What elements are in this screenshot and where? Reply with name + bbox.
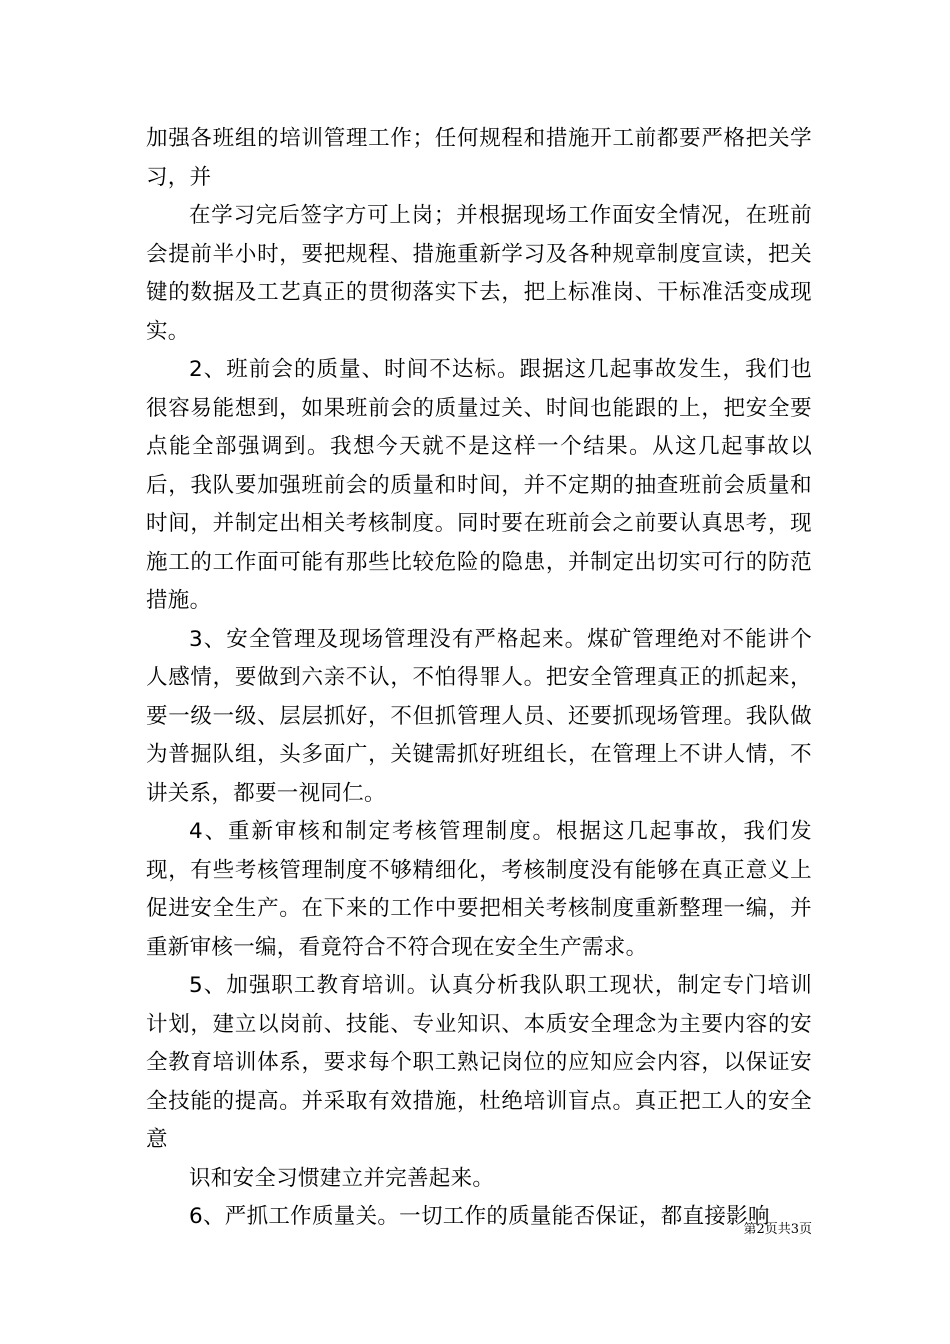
- paragraph-6: 5、加强职工教育培训。认真分析我队职工现状，制定专门培训计划，建立以岗前、技能、专业知识、本质安全理念为主要内容的安全教育培训体系，要求每个职工熟记岗位的应知应会内容，以保证安全技能的提高。并采取有效措施，杜绝培训盲点。真正把工人的安全意: [146, 973, 812, 1152]
- paragraph-4: 3、安全管理及现场管理没有严格起来。煤矿管理绝对不能讲个人感情，要做到六亲不认，不怕得罪人。把安全管理真正的抓起来，要一级一级、层层抓好，不但抓管理人员、还要抓现场管理。我队做为普掘队组，头多面广，关键需抓好班组长，在管理上不讲人情，不讲关系，都要一视同仁。: [146, 626, 812, 806]
- page-number-footer: 第2页共3页: [743, 1222, 812, 1237]
- document-body: [146, 120, 812, 1237]
- paragraph-5: 4、重新审核和制定考核管理制度。根据这几起事故，我们发现，有些考核管理制度不够精细化，考核制度没有能够在真正意义上促进安全生产。在下来的工作中要把相关考核制度重新整理一编，并重新审核一编，看竟符合不符合现在安全生产需求。: [146, 819, 812, 960]
- paragraph-3: 2、班前会的质量、时间不达标。跟据这几起事故发生，我们也很容易能想到，如果班前会的质量过关、时间也能跟的上，把安全要点能全部强调到。我想今天就不是这样一个结果。从这几起事故以后，我队要加强班前会的质量和时间，并不定期的抽查班前会质量和时间，并制定出相关考核制度。同时要在班前会之前要认真思考，现施工的工作面可能有那些比较危险的隐患，并制定出切实可行的防范措施。: [146, 357, 812, 613]
- paragraph-2: 在学习完后签字方可上岗；并根据现场工作面安全情况，在班前会提前半小时，要把规程、措施重新学习及各种规章制度宣读，把关键的数据及工艺真正的贯彻落实下去，把上标准岗、干标准活变成现实。: [146, 203, 812, 344]
- paragraph-1: 加强各班组的培训管理工作；任何规程和措施开工前都要严格把关学习，并: [146, 126, 812, 190]
- paragraph-8: 6、严抓工作质量关。一切工作的质量能否保证，都直接影响: [189, 1204, 770, 1229]
- paragraph-7: 识和安全习惯建立并完善起来。: [189, 1165, 495, 1191]
